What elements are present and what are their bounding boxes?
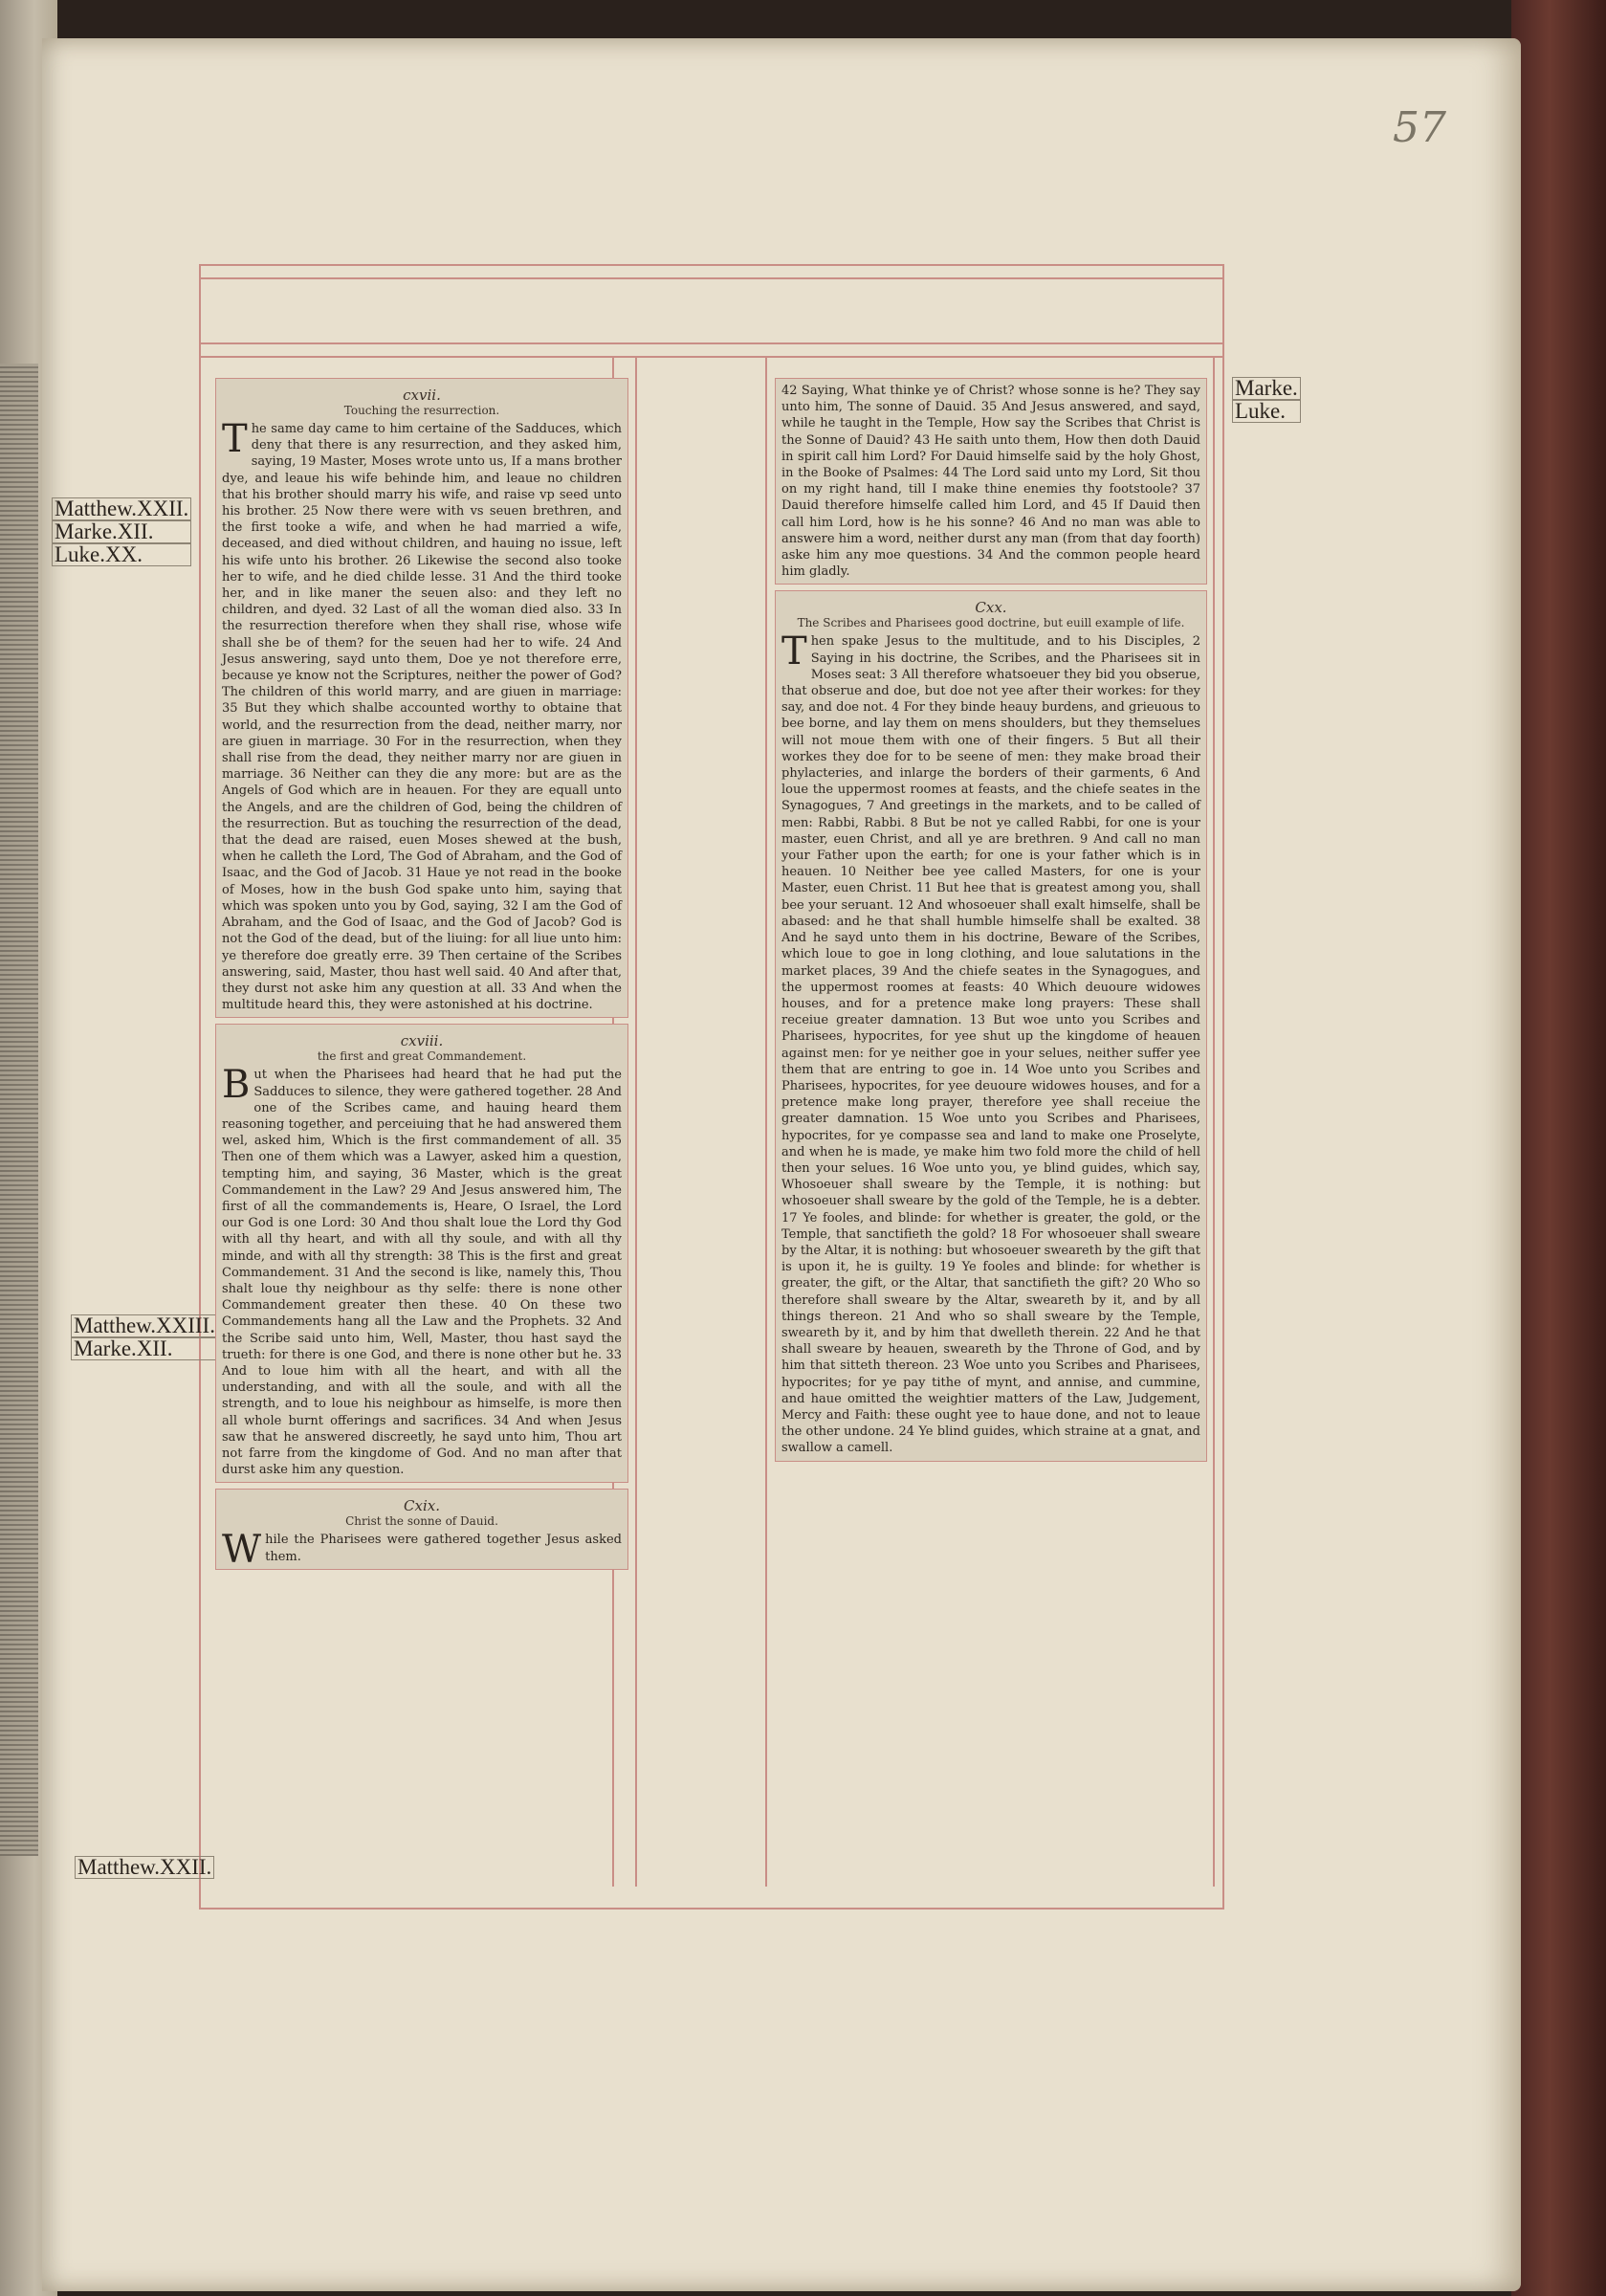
margin-note-left-2: [71, 1314, 218, 1360]
margin-ref: Matthew.XXIII.: [71, 1314, 218, 1337]
margin-note-left-1: [52, 497, 191, 566]
top-rule-2: [199, 277, 1222, 279]
margin-note-left-3: [75, 1856, 214, 1879]
verse-text: hen spake Jesus to the multitude, and to his Disciples, 2 Saying in his doctrine, the Scribes, and the Pharisees sit in Moses seat: 3 All therefore whatsoeuer they bid you obserue, that obserue and doe, but doe not yee after their workes: for they say, and doe not. 4 For they binde heauy burdens, and grieuous to bee borne, and lay them on mens shoulders, but they themselues will not moue them with one of their fingers. 5 But all their workes they doe for to be seene of men: they make broad their phylacteries, and inlarge the borders of their garments, 6 And loue the uppermost roomes at feasts, and the chiefe seates in the Synagogues, 7 And greetings in the markets, and to be called of men: Rabbi, Rabbi. 8 But be not ye called Rabbi, for one is your master, euen Christ, and all ye are brethren. 9 And call no man your Father upon the earth; for one is your father which is in heauen. 10 Neither bee yee called Masters, for one is your Master, euen Christ. 11 But hee that is greatest among you, shall bee your seruant. 12 And whosoeuer shall exalt himselfe, shall be abased: and he that shall humble himselfe shall be exalted. 38 And he sayd unto them in his doctrine, Beware of the Scribes, which loue to goe in long clothing, and loue salutations in the market places, 39 And the chiefe seates in the Synagogues, and the uppermost roomes at feasts: 40 Which deuoure widowes houses, and for a pretence make long prayers: These shall receiue greater damnation. 13 But woe unto you Scribes and Pharisees, hypocrites, for yee shut up the kingdome of heauen against men: for ye neither goe in your selues, neither suffer yee them that are entring to goe in. 14 Woe unto you Scribes and Pharisees, hypocrites, for yee deuoure widowes houses, and for a pretence make long prayer, therefore yee shall receiue the greater damnation. 15 Woe unto you Scribes and Pharisees, hypocrites, for ye compasse sea and land to make one Proselyte, and when he is made, ye make him two fold more the child of hell then your selues. 16 Woe unto you, ye blind guides, which say, Whosoeuer shall sweare by the Temple, it is nothing: but whosoeuer shall sweare by the gold of the Temple, he is a debter. 17 Ye fooles, and blinde: for whether is greater, the gold, or the Temple, that sanctifieth the gold? 18 For whosoeuer shall sweare by the Altar, it is nothing: but whosoeuer sweareth by the gift that is upon it, he is guilty. 19 Ye fooles and blinde: for whether is greater, the gift, or the Altar, that sanctifieth the gift? 20 Who so therefore shall sweare by the Altar, sweareth by it, and by all things thereon. 21 And who so shall sweare by the Temple, sweareth by it, and by him that dwelleth therein. 22 And he that shall sweare by heauen, sweareth by the Throne of God, and by him that sitteth thereon. 23 Woe unto you Scribes and Pharisees, hypocrites; for ye pay tithe of mynt, and annise, and cummine, and haue omitted the weightier matters of the Law, Judgement, Mercy and Faith: these ought yee to haue done, and not to leaue the other undone. 24 Ye blind guides, which straine at a gnat, and swallow a camell.: [781, 634, 1200, 1456]
col-rule-2: [635, 356, 637, 1887]
section-block: [215, 378, 628, 1018]
section-block: [215, 1024, 628, 1483]
verse-text: he same day came to him certaine of the Sadduces, which deny that there is any resurrection, and they asked him, saying, 19 Master, Moses wrote unto us, If a mans brother dye, and leaue his wife behinde him, and leaue no children that his brother should marry his wife, and raise vp seed unto his brother. 25 Now there were with vs seuen brethren, and the first tooke a wife, and when he had married a wife, deceased, and died without children, and hauing no issue, left his wife unto his brother. 26 Likewise the second also tooke her to wife, and he died childe lesse. 31 And the third tooke her, and in like maner the seuen also: and they left no children, and dyed. 32 Last of all the woman died also. 33 In the resurrection therefore when they shall rise, whose wife shall she be of them? for the seuen had her to wife. 24 And Jesus answering, sayd unto them, Doe ye not therefore erre, because ye know not the Scriptures, neither the power of God? The children of this world marry, and are giuen in marriage: 35 But they which shalbe accounted worthy to obtaine that world, and the resurrection from the dead, neither marry, nor are giuen in marriage. 30 For in the resurrection, when they shall rise from the dead, they neither marry nor are giuen in marriage. 36 Neither can they die any more: but are as the Angels of God which are in heauen. For they are equall unto the Angels, and are the children of God, being the children of the resurrection. But as touching the resurrection of the dead, that the dead are raised, euen Moses shewed at the bush, when he calleth the Lord, The God of Abraham, and the God of Isaac, and the God of Jacob. 31 Haue ye not read in the booke of Moses, how in the bush God spake unto him, saying that which was spoken unto you by God, saying, 32 I am the God of Abraham, and the God of Isaac, and the God of Jacob? God is not the God of the dead, but of the liuing: for all liue unto him: ye therefore doe greatly erre. 39 Then certaine of the Scribes answering, said, Master, thou hast well said. 40 And after that, they durst not aske him any question at all. 33 And when the multitude heard this, they were astonished at his doctrine.: [222, 422, 622, 1013]
section-number: Cxix.: [404, 1497, 440, 1515]
right-rule: [1222, 264, 1224, 1910]
section-title: Touching the resurrection.: [343, 404, 500, 417]
section-block: [215, 1489, 628, 1573]
leather-binding: [1511, 0, 1606, 2296]
drop-cap: T: [781, 629, 807, 674]
bottom-rule: [199, 1908, 1224, 1910]
section-text: [222, 1528, 622, 1573]
section-block: [775, 590, 1207, 1461]
verse-text: hile the Pharisees were gathered together Jesus asked them.: [265, 1533, 622, 1564]
section-text: [222, 1063, 622, 1478]
engraving-fragment: [0, 364, 38, 1856]
section-number: Cxx.: [975, 599, 1007, 617]
margin-ref: Marke.XII.: [71, 1337, 218, 1360]
top-rule-3: [199, 342, 1222, 344]
top-rule-4: [199, 356, 1222, 358]
drop-cap: T: [222, 417, 248, 461]
drop-cap: W: [222, 1528, 262, 1573]
right-text-column: [775, 378, 1207, 1875]
section-text: [781, 629, 1200, 1456]
verse-text: 42 Saying, What thinke ye of Christ? whose sonne is he? They say unto him, The sonne of Dauid. 35 And Jesus answered, and sayd, while he taught in the Temple, How say the Scribes that Christ is the Sonne of Dauid? 43 He saith unto them, How then doth Dauid in spirit call him Lord? For Dauid himselfe said by the holy Ghost, in the Booke of Psalmes: 44 The Lord said unto my Lord, Sit thou on my right hand, till I make thine enemies thy footstoole? 37 Dauid therefore himselfe called him Lord, and 45 If Dauid then call him Lord, how is he his sonne? 46 And no man was able to answere him a word, neither durst any man (from that day foorth) aske him any moe questions. 34 And the common people heard him gladly.: [781, 384, 1200, 580]
section-number: cxviii.: [400, 1032, 444, 1050]
verse-text: ut when the Pharisees had heard that he had put the Sadduces to silence, they were gathered together. 28 And one of the Scribes came, and hauing heard them reasoning together, and perceiuing that he had answered them wel, asked him, Which is the first commandement of all. 35 Then one of them which was a Lawyer, asked him a question, tempting him, and saying, 36 Master, which is the great Commandement in the Law? 29 And Jesus answered him, The first of all the commandements is, Heare, O Israel, the Lord our God is one Lord: 30 And thou shalt loue the Lord thy God with all thy heart, and with all thy soule, and with all thy minde, and with all thy strength: 38 This is the first and great Commandement. 31 And the second is like, namely this, Thou shalt loue thy neighbour as thy selfe: there is none other Commandement greater then these. 40 On these two Commandements hang all the Law and the Prophets. 32 And the Scribe said unto him, Well, Master, thou hast sayd the trueth: for there is one God, and there is none other but he. 33 And to loue him with all the heart, and with all the understanding, and with all the soule, and with all the strength, and to loue his neighbour as himselfe, is more then all whole burnt offerings and sacrifices. 34 And when Jesus saw that he answered discreetly, he sayd unto him, Thou art not farre from the kingdome of God. And no man after that durst aske him any question.: [222, 1068, 622, 1478]
section-text: [222, 417, 622, 1013]
col-rule-3: [765, 356, 767, 1887]
margin-note-right-1: [1232, 377, 1301, 423]
top-rule-1: [199, 264, 1222, 266]
section-text: [781, 383, 1200, 580]
section-title: The Scribes and Pharisees good doctrine, but euill example of life.: [797, 616, 1185, 630]
folio-number: 57: [1393, 103, 1446, 152]
margin-ref: Marke.XII.: [52, 520, 191, 543]
margin-ref: Matthew.XXII.: [52, 497, 191, 520]
col-rule-4: [1213, 356, 1215, 1887]
section-title: Christ the sonne of Dauid.: [345, 1514, 498, 1529]
margin-ref: Luke.: [1232, 400, 1301, 423]
left-text-column: [215, 378, 628, 1875]
drop-cap: B: [222, 1063, 251, 1108]
section-title: the first and great Commandement.: [317, 1049, 527, 1064]
section-block: [775, 378, 1207, 585]
left-rule: [199, 264, 201, 1910]
margin-ref: Matthew.XXII.: [75, 1856, 214, 1879]
section-number: cxvii.: [403, 386, 441, 404]
margin-ref: Marke.: [1232, 377, 1301, 400]
margin-ref: Luke.XX.: [52, 543, 191, 566]
